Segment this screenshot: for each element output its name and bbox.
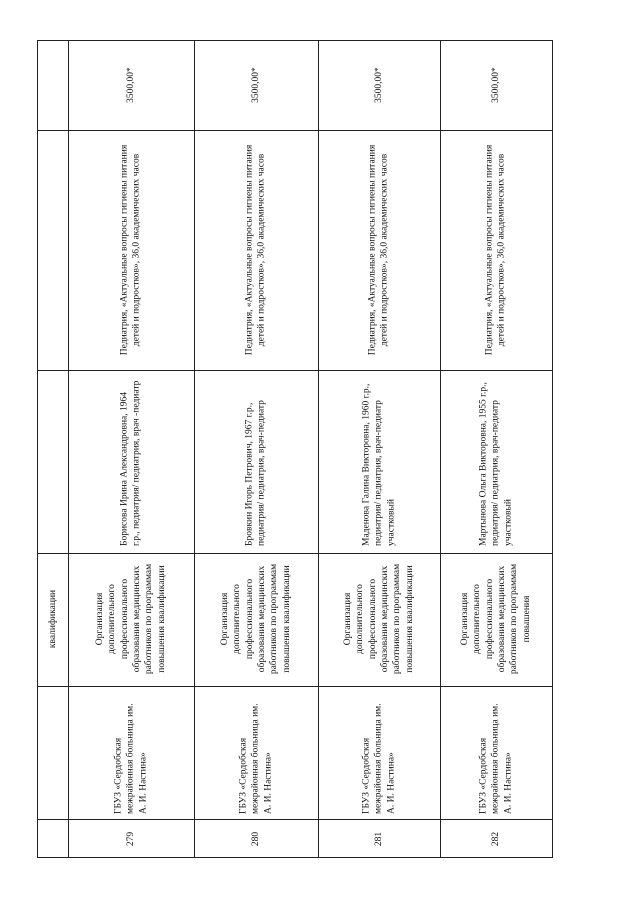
price-cell: 3500,00*: [490, 67, 501, 103]
row-divider: [194, 41, 195, 857]
header-continuation: квалификации: [47, 589, 58, 649]
organization-cell: ГБУЗ «Сердобская межрайонная больница им. А. И. Настина»: [238, 703, 274, 814]
column-divider: [38, 819, 552, 820]
program-cell: Педиатрия, «Актуальные вопросы гигиены питания детей и подростков», 36,0 академических часов: [244, 144, 267, 356]
activity-cell: Организация дополнительного профессионального образования медицинских работников по программам повышения квалификации: [342, 563, 415, 675]
price-cell: 3500,00*: [125, 67, 136, 103]
column-divider: [38, 130, 552, 131]
row-divider: [318, 41, 319, 857]
organization-cell: ГБУЗ «Сердобская межрайонная больница им. А. И. Настина»: [478, 703, 514, 814]
organization-cell: ГБУЗ «Сердобская межрайонная больница им. А. И. Настина»: [113, 703, 149, 814]
column-divider: [38, 686, 552, 687]
person-cell: Бровкин Игорь Петрович, 1967 г.р., педиатрия/ педиатрия, врач-педиатр: [244, 400, 267, 546]
program-cell: Педиатрия, «Актуальные вопросы гигиены питания детей и подростков», 36,0 академических часов: [119, 144, 142, 356]
row-number: 282: [490, 831, 501, 847]
person-cell: Борисова Ирина Александровна, 1964 г.р., педиатрия/ педиатрия, врач -педиатр: [119, 380, 142, 546]
program-cell: Педиатрия, «Актуальные вопросы гигиены питания детей и подростков», 36,0 академических часов: [484, 144, 507, 356]
row-number: 281: [373, 831, 384, 847]
activity-cell: Организация дополнительного профессионального образования медицинских работников по программам повышения квалификации: [219, 563, 292, 675]
column-divider: [38, 553, 552, 554]
price-cell: 3500,00*: [250, 67, 261, 103]
organization-cell: ГБУЗ «Сердобская межрайонная больница им. А. И. Настина»: [361, 703, 397, 814]
activity-cell: Организация дополнительного профессионального образования медицинских работников по программам повышения: [459, 563, 532, 675]
person-cell: Мартынова Ольга Викторовна, 1955 г.р., педиатрия/ педиатрия, врач-педиатр участковый: [478, 382, 514, 546]
row-divider: [440, 41, 441, 857]
person-cell: Маденова Галина Викторовна, 1960 г.р., педиатрия/ педиатрия, врач-педиатр участковый: [361, 383, 397, 546]
activity-cell: Организация дополнительного профессионального образования медицинских работников по программам повышения квалификации: [94, 563, 167, 675]
price-cell: 3500,00*: [373, 67, 384, 103]
program-cell: Педиатрия, «Актуальные вопросы гигиены питания детей и подростков», 36,0 академических часов: [367, 144, 390, 356]
row-number: 279: [125, 831, 136, 847]
row-divider: [68, 41, 69, 857]
column-divider: [38, 370, 552, 371]
row-number: 280: [250, 831, 261, 847]
rotated-table: [37, 40, 553, 858]
